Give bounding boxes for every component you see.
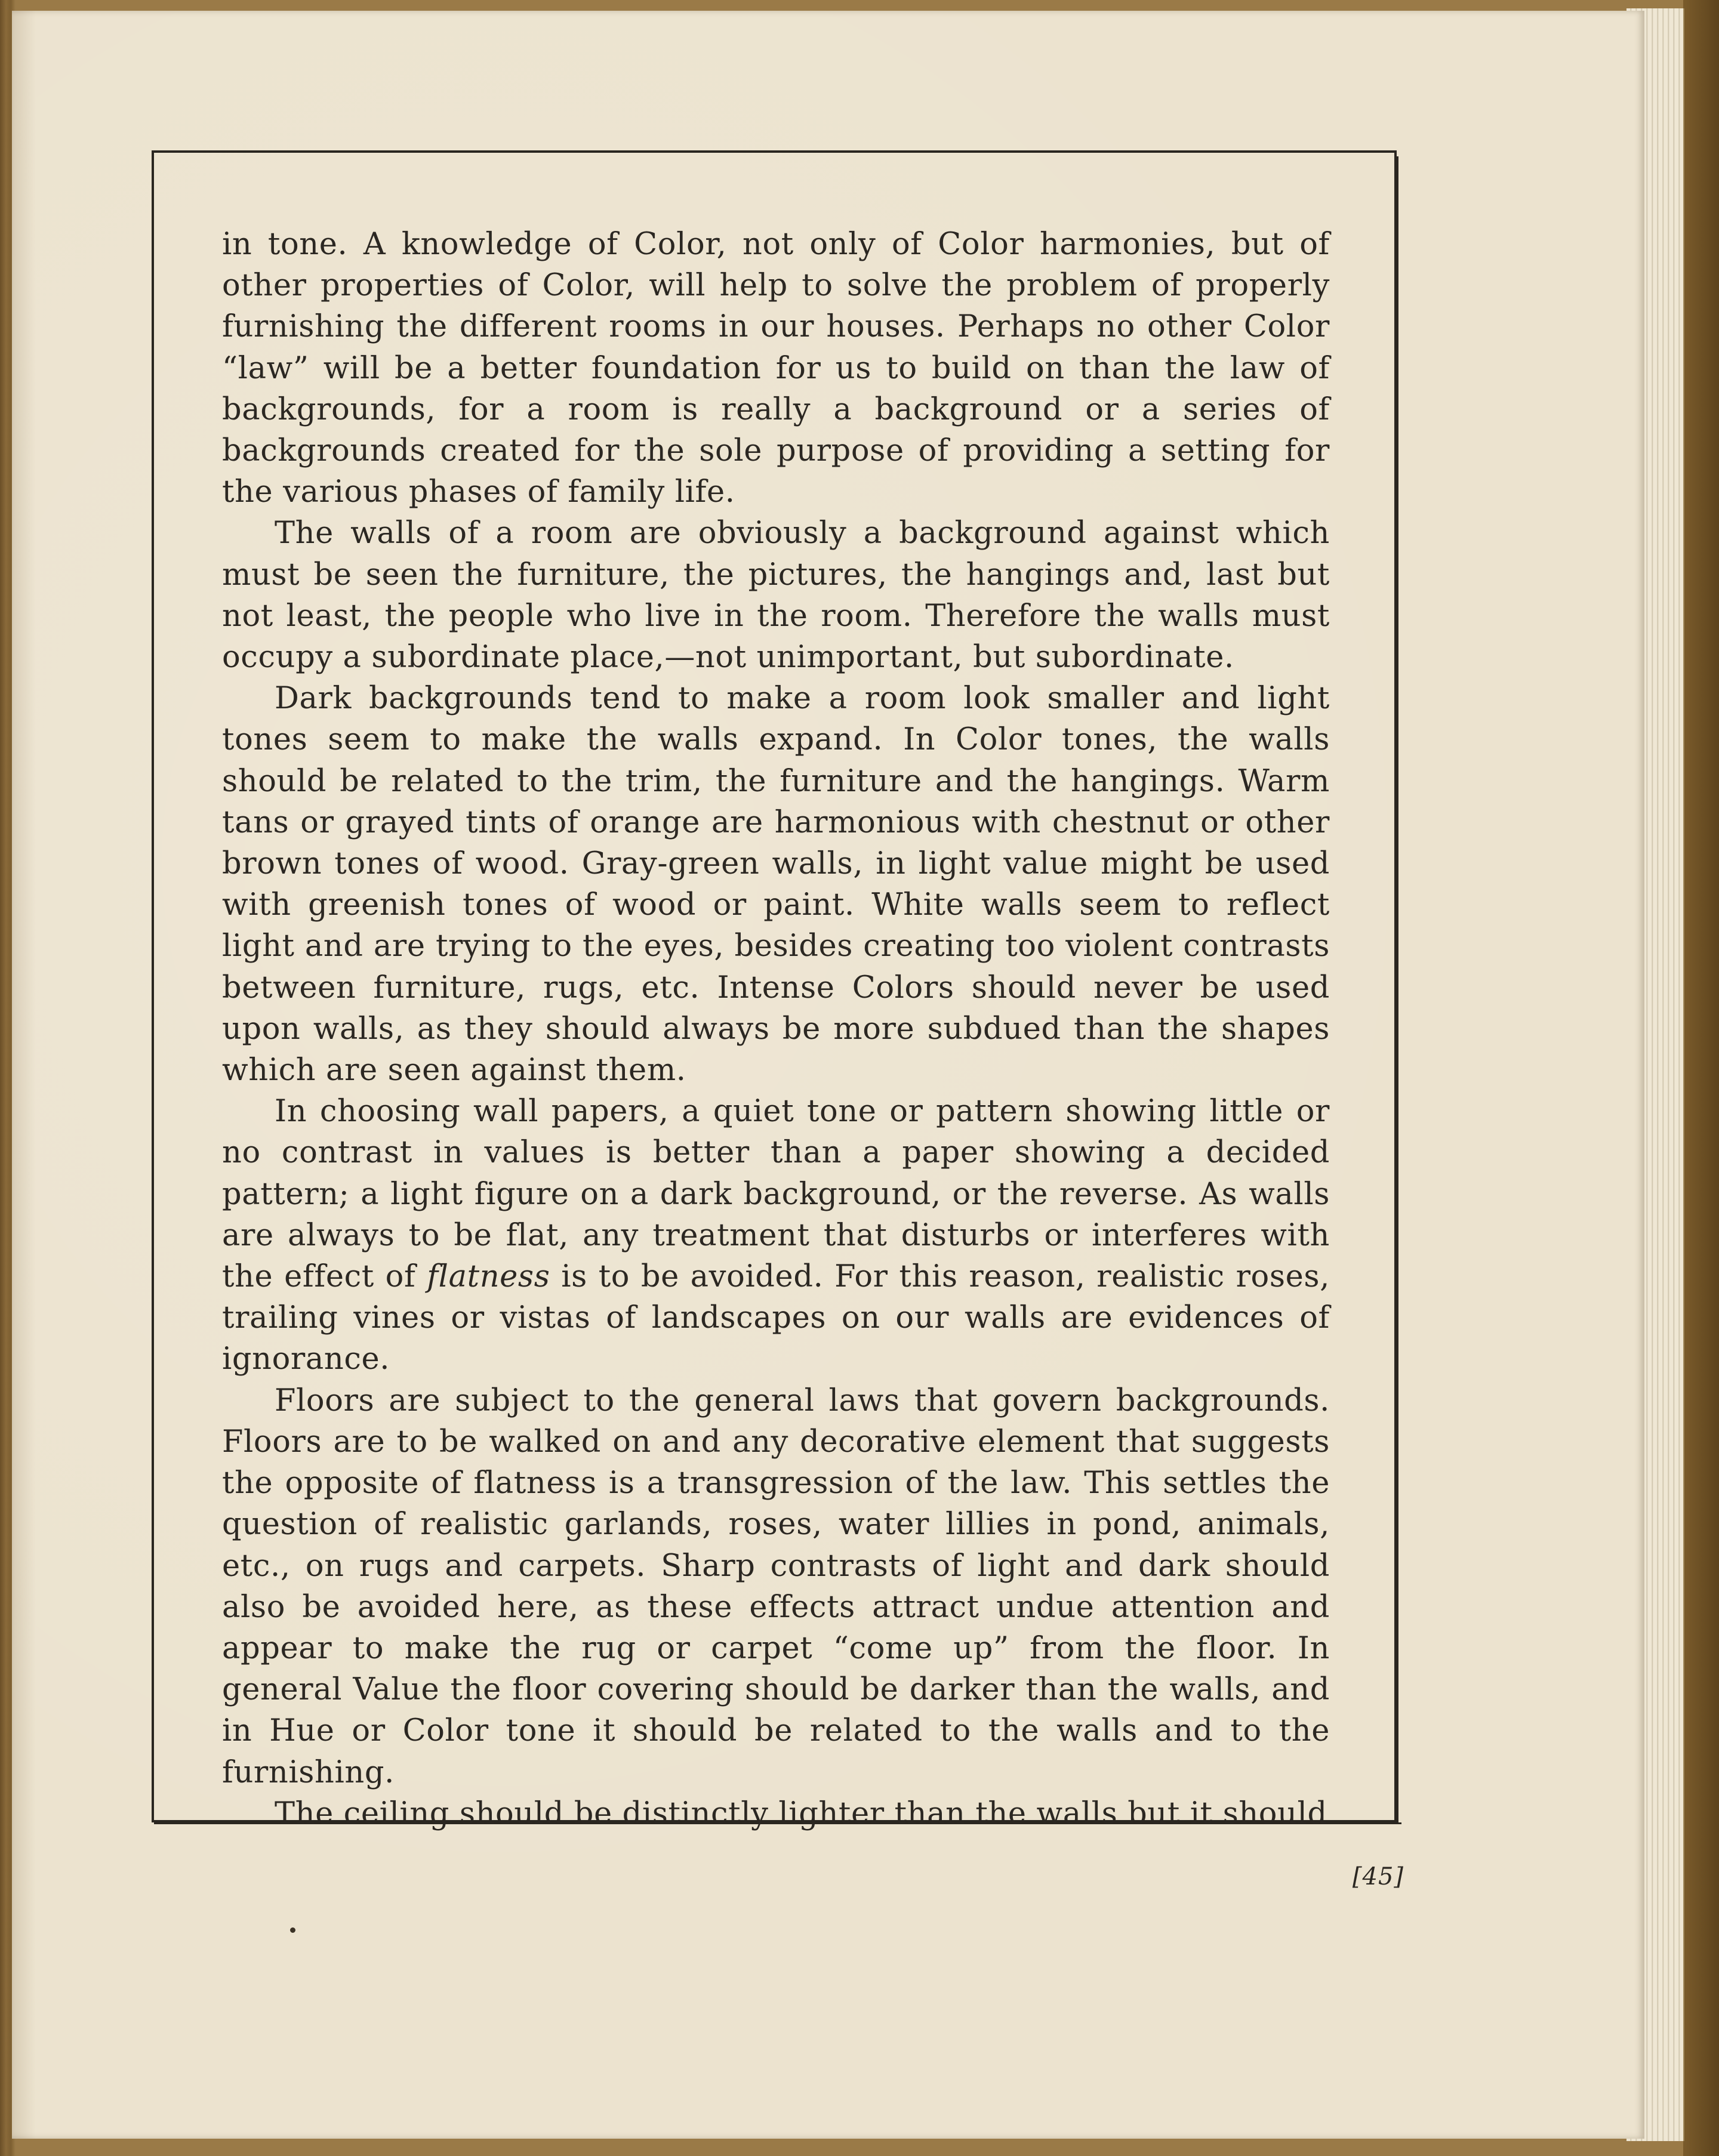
paragraph-text: The ceiling should be distinctly lighter than the walls but it should <box>275 1796 1327 1831</box>
paragraph-text: in tone. A knowledge of Color, not only of Color harmonies, but of other properties of Color, will help to solve the problem of properly furnishing the different rooms in our houses. Perhaps no other Color “law” will be a better foundation for us to build on than the law of backgrounds, for a room is really a background or a series of backgrounds created for the sole purpose of providing a setting for the various phases of family life. <box>222 227 1330 510</box>
body-text <box>222 224 1330 1834</box>
paragraph-text: Dark backgrounds tend to make a room look smaller and light tones seem to make the walls expand. In Color tones, the walls should be related to the trim, the furniture and the hangings. Warm tans or grayed tints of orange are harmonious with chestnut or other brown tones of wood. Gray-green walls, in light value might be used with greenish tones of wood or paint. White walls seem to reflect light and are trying to the eyes, besides creating too violent contrasts between furniture, rugs, etc. Intense Colors should never be used upon walls, as they should always be more subdued than the shapes which are seen against them. <box>222 681 1330 1088</box>
paragraph-4 <box>222 1091 1330 1380</box>
paragraph-3 <box>222 678 1330 1091</box>
frame-rule-right <box>1397 156 1398 1824</box>
paragraph-6 <box>222 1793 1330 1834</box>
page-number: [45] <box>1352 1863 1404 1890</box>
paragraph-1 <box>222 224 1330 513</box>
paragraph-text: The walls of a room are obviously a background against which must be seen the furniture, the pictures, the hangings and, last but not least, the people who live in the room. Therefore the walls must occupy a subordinate place,—not unimportant, but subordinate. <box>222 516 1330 676</box>
paragraph-5 <box>222 1380 1330 1793</box>
paragraph-text: In choosing wall papers, a quiet tone or pattern showing little or no contrast in values is better than a paper showing a decided pattern; a light figure on a dark background, or the reverse. As walls are always to be flat, any treatment that disturbs or interferes with the effect of <box>222 1094 1330 1295</box>
paragraph-text: Floors are subject to the general laws that govern backgrounds. Floors are to be walked on and any decorative element that suggests the opposite of flatness is a transgression of the law. This settles the question of realistic garlands, roses, water lillies in pond, animals, etc., on rugs and carpets. Sharp contrasts of light and dark should also be avoided here, as these effects attract undue attention and appear to make the rug or carpet “come up” from the floor. In general Value the floor covering should be darker than the walls, and in Hue or Color tone it should be related to the walls and to the furnishing. <box>222 1383 1330 1790</box>
paper-speck <box>290 1927 295 1933</box>
paragraph-text: is to be avoided. For this reason, realistic roses, trailing vines or vistas of landscapes on our walls are evidences of ignorance. <box>222 1259 1330 1377</box>
book-spine-edge <box>1683 0 1719 2156</box>
italic-word-flatness: flatness <box>427 1259 550 1295</box>
paragraph-2 <box>222 513 1330 678</box>
